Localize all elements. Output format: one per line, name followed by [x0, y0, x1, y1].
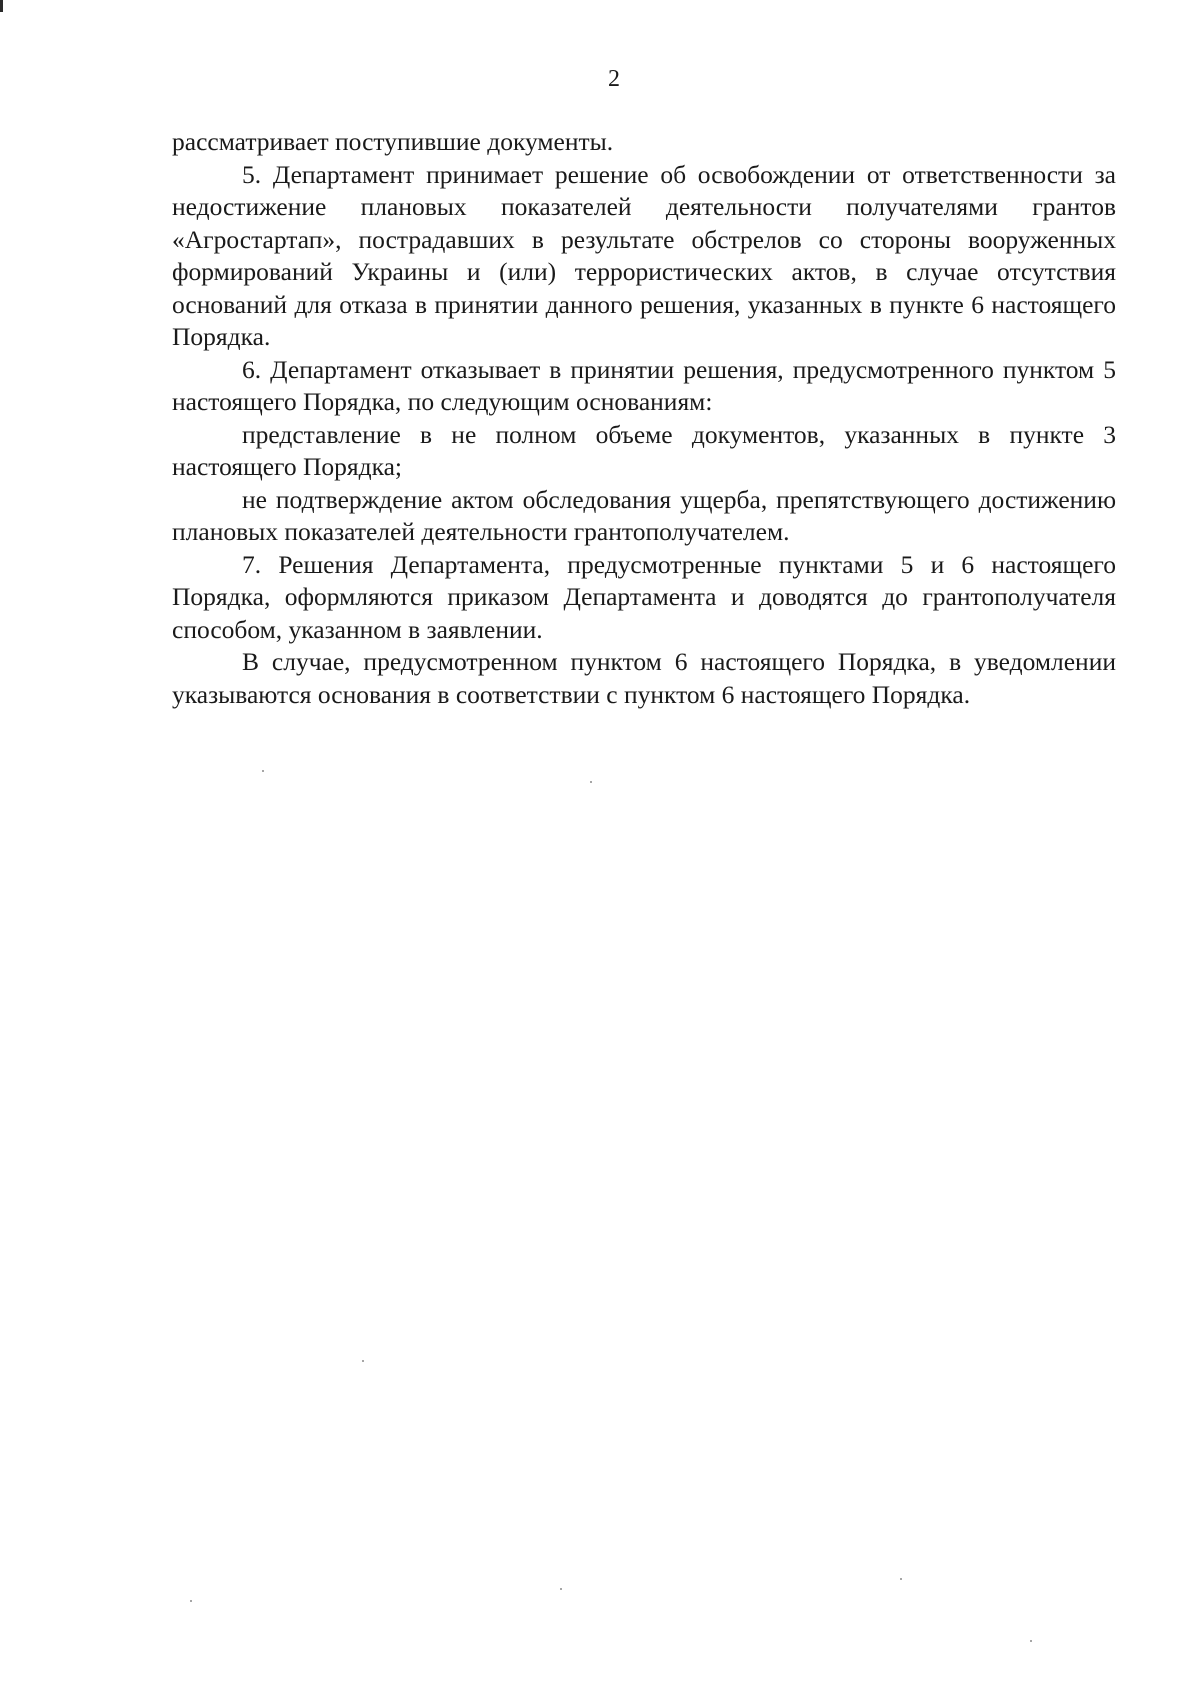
scan-speck	[560, 1588, 562, 1590]
scan-speck	[190, 1600, 192, 1602]
paragraph-refusal-notice: В случае, предусмотренном пунктом 6 настоящего Порядка, в уведомлении указываются основания в соответствии с пунктом 6 настоящего Порядка.	[172, 647, 1116, 709]
paragraph-item-6: 6. Департамент отказывает в принятии решения, предусмотренного пунктом 5 настоящего Порядка, по следующим основаниям:	[172, 354, 1116, 416]
paragraph-item-7: 7. Решения Департамента, предусмотренные пунктами 5 и 6 настоящего Порядка, оформляются приказом Департамента и доводятся до грантополучателя способом, указанном в заявлении.	[172, 549, 1116, 644]
paragraph-continuation: рассматривает поступившие документы.	[172, 127, 614, 156]
scan-edge-mark	[0, 0, 3, 12]
document-body	[172, 126, 1116, 711]
paragraph-ground-1: представление в не полном объеме документов, указанных в пункте 3 настоящего Порядка;	[172, 419, 1116, 481]
scan-speck	[262, 770, 264, 772]
scan-speck	[1030, 1640, 1032, 1642]
paragraph-ground-2: не подтверждение актом обследования ущерба, препятствующего достижению плановых показателей деятельности грантополучателем.	[172, 484, 1116, 546]
scan-speck	[362, 1360, 364, 1362]
paragraph-item-5: 5. Департамент принимает решение об освобождении от ответственности за недостижение плановых показателей деятельности получателями грантов «Агростартап», пострадавших в результате обстрелов со стороны вооруженных формирований Украины и (или) террористических актов, в случае отсутствия оснований для отказа в принятии данного решения, указанных в пункте 6 настоящего Порядка.	[172, 159, 1116, 351]
scan-speck	[900, 1578, 902, 1580]
page-number: 2	[608, 66, 620, 92]
scan-speck	[590, 781, 592, 783]
